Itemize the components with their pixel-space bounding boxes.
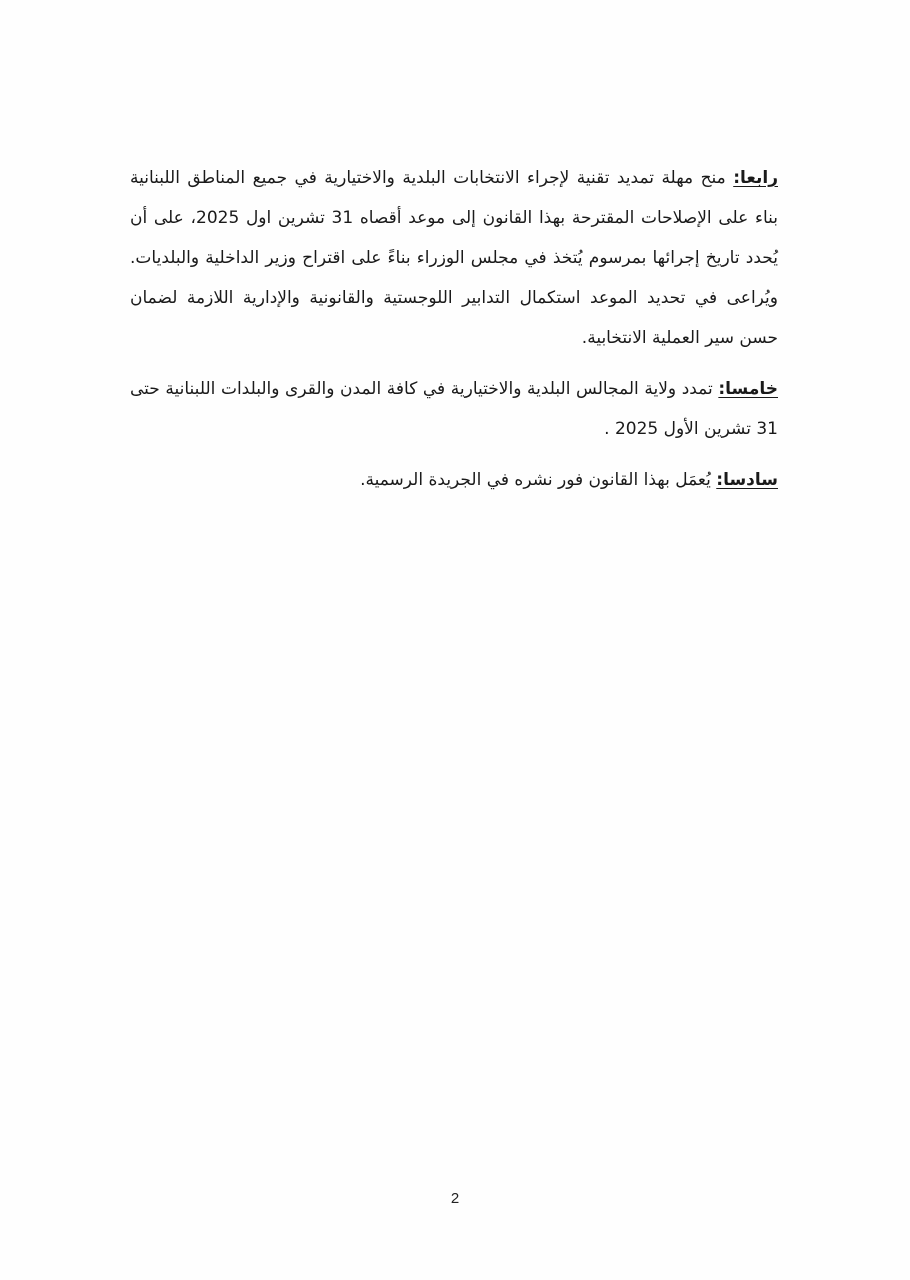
paragraph-fourth	[130, 158, 778, 358]
paragraph-text: يُعمَل بهذا القانون فور نشره في الجريدة الرسمية.	[360, 470, 717, 490]
paragraph-heading: خامسا:	[718, 379, 778, 399]
page-number: 2	[450, 1190, 460, 1207]
paragraph-text: تمدد ولاية المجالس البلدية والاختيارية في كافة المدن والقرى والبلدات اللبنانية حتى 31 تشرين الأول 2025 .	[130, 379, 778, 439]
paragraph-heading: سادسا:	[716, 470, 778, 490]
paragraph-heading: رابعا:	[733, 168, 778, 188]
paragraph-fifth	[130, 369, 778, 449]
paragraph-text: منح مهلة تمديد تقنية لإجراء الانتخابات البلدية والاختيارية في جميع المناطق اللبنانية بناء على الإصلاحات المقترحة بهذا القانون إلى موعد أقصاه 31 تشرين اول 2025، على أن يُحدد تاريخ إجرائها بمرسوم يُتخذ في مجلس الوزراء بناءً على اقتراح وزير الداخلية والبلديات. ويُراعى في تحديد الموعد استكمال التدابير اللوجستية والقانونية والإدارية اللازمة لضمان حسن سير العملية الانتخابية.	[130, 168, 778, 348]
paragraph-sixth	[130, 460, 778, 500]
document-body	[130, 158, 778, 511]
